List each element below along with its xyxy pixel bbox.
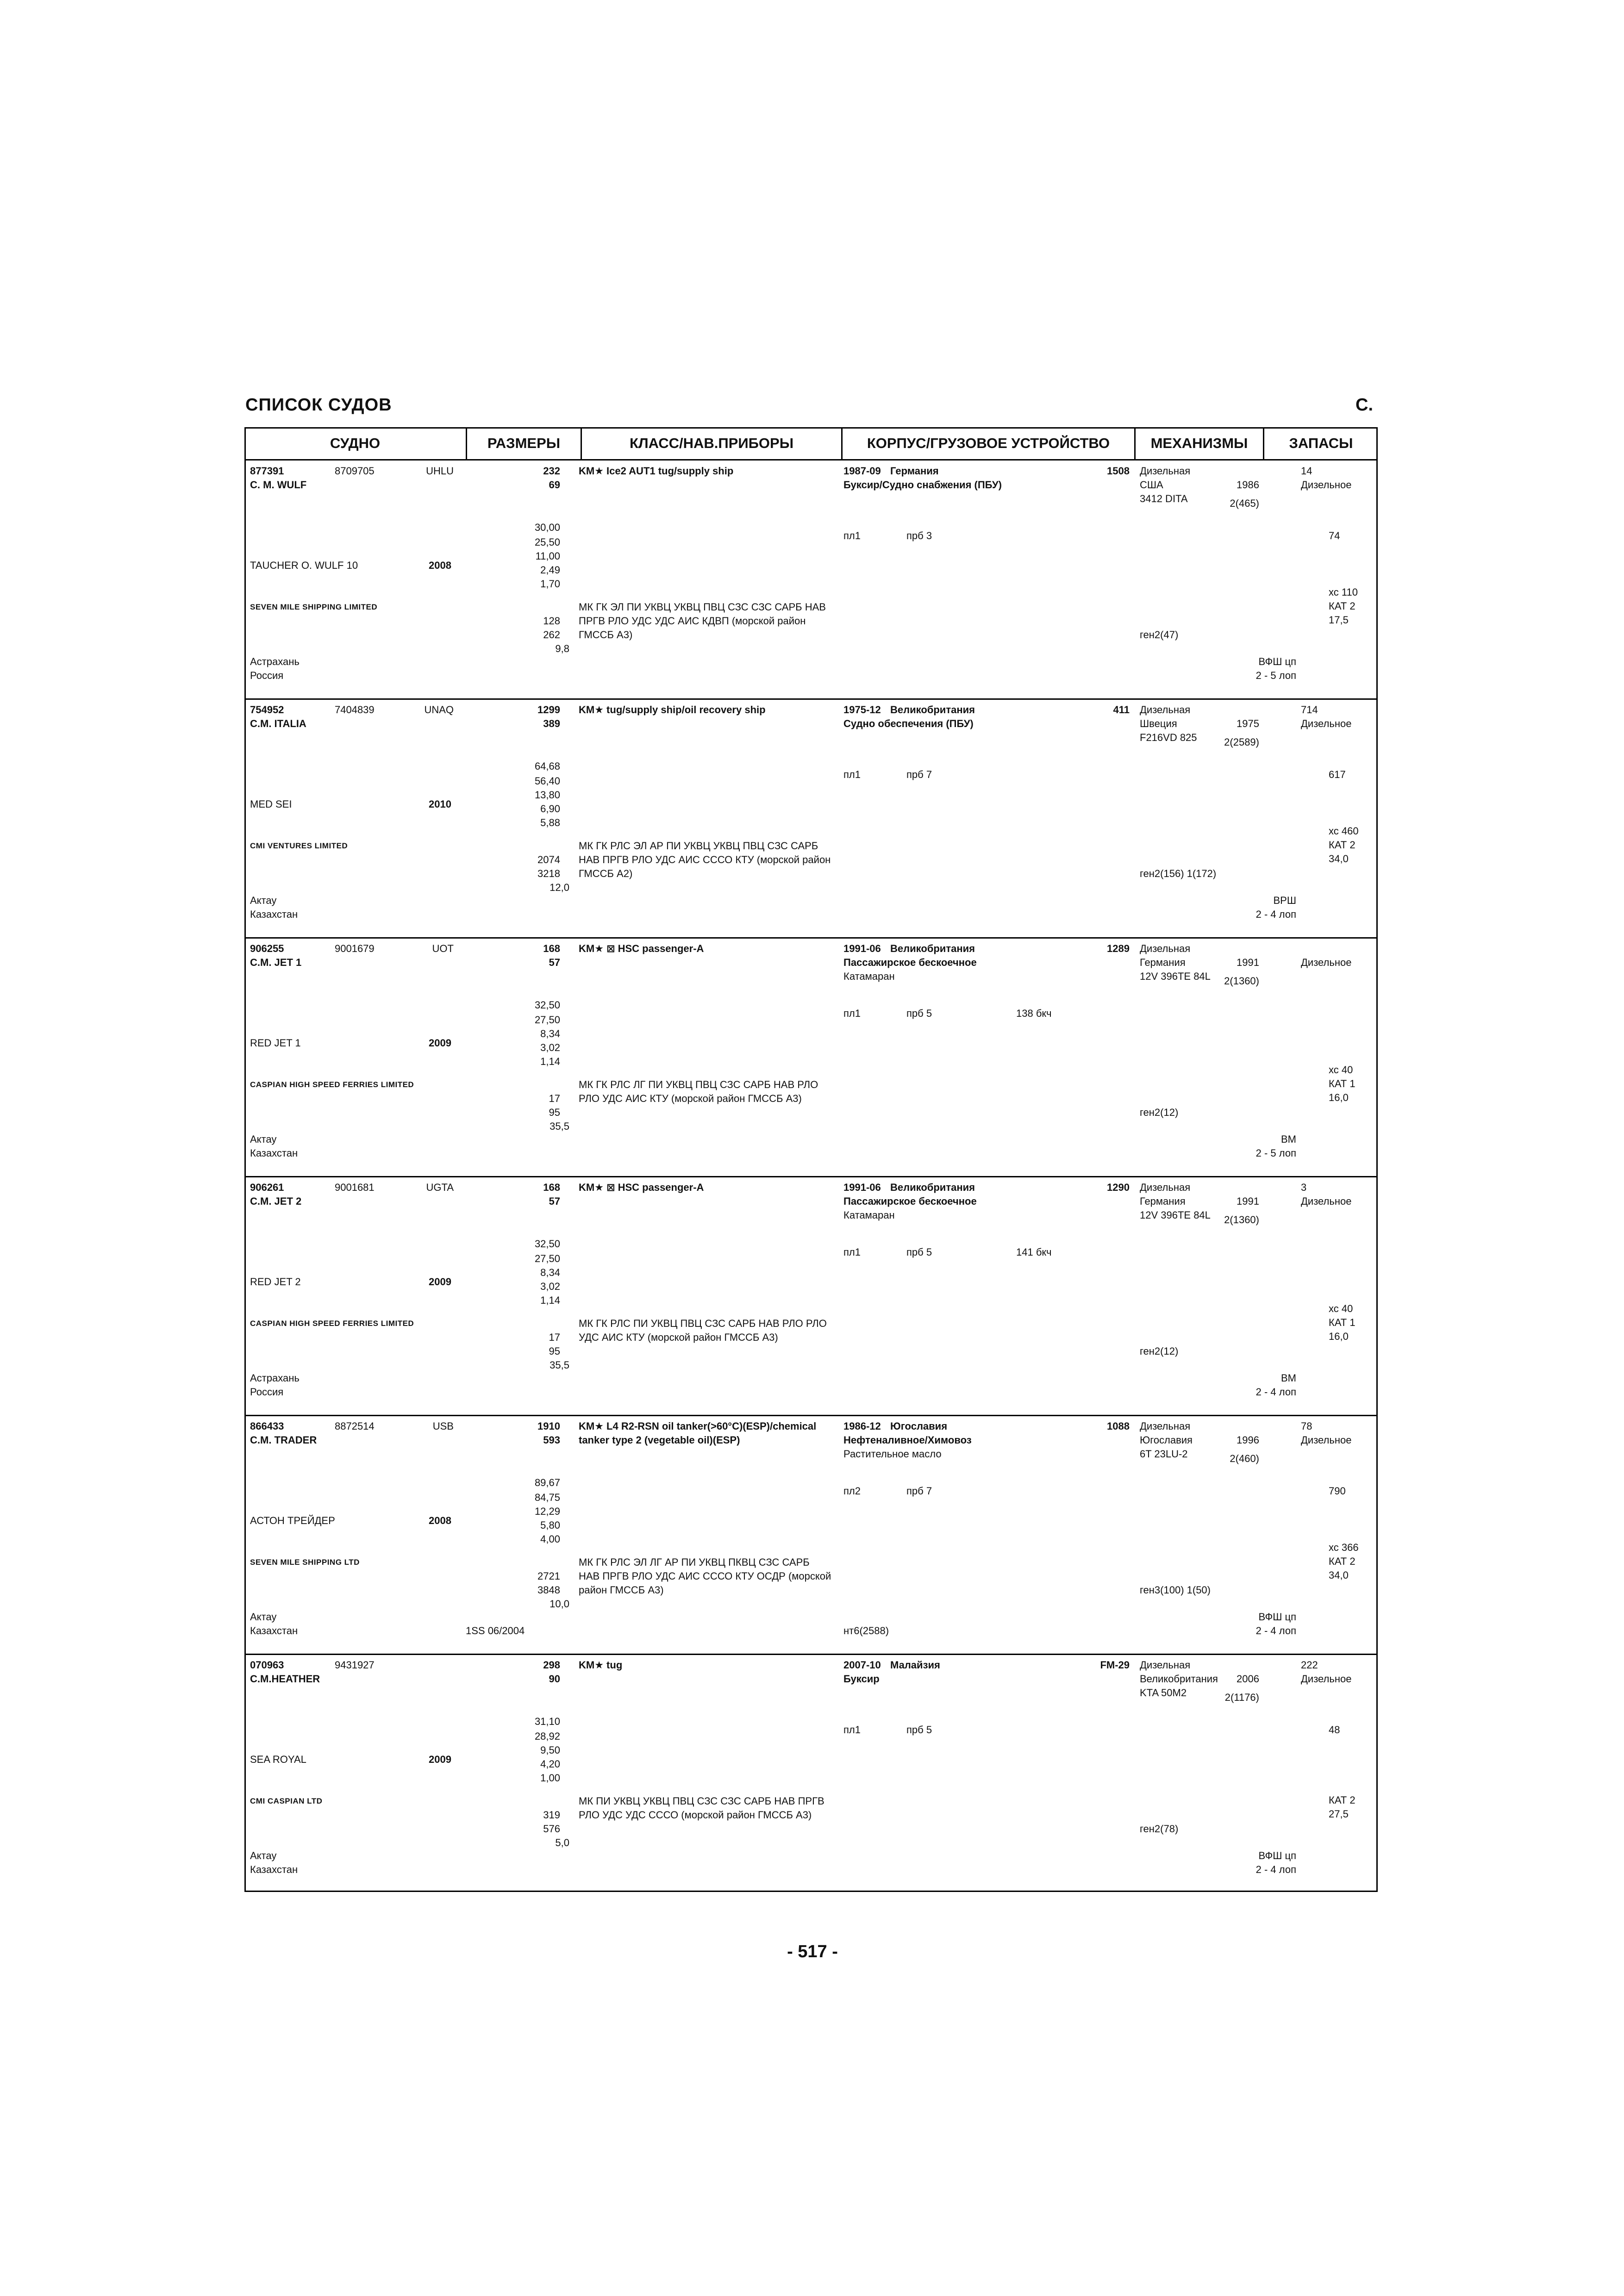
dimension-value: 1,14 — [540, 1294, 560, 1306]
engine-power: 2(2589) — [1224, 736, 1259, 748]
store-value: 48 — [1329, 1724, 1340, 1736]
build-date: 1975-12 — [843, 704, 881, 716]
call-sign: UHLU — [426, 465, 454, 477]
dimension-value: 3,02 — [540, 1042, 560, 1053]
owner-name: CMI VENTURES LIMITED — [250, 841, 348, 850]
class-notation: KM★ L4 R2-RSN oil tanker(>60°C)(ESP)/chemical tanker type 2 (vegetable oil)(ESP) — [579, 1420, 817, 1446]
record-divider — [244, 1176, 1378, 1177]
builder-country: Великобритания — [890, 704, 975, 716]
build-date: 2007-10 — [843, 1659, 881, 1671]
yard-number: 411 — [1113, 704, 1130, 716]
engine-year: 1991 — [1237, 1195, 1259, 1207]
gross-tonnage: 168 — [543, 1182, 560, 1193]
home-port: Актау — [250, 1611, 277, 1623]
engine-model: KTA 50M2 — [1140, 1687, 1187, 1699]
nav-equipment: МК ПИ УКВЦ УКВЦ ПВЦ СЗС СЗС САРБ НАВ ПРГВ РЛО УДС УДС СССО (морской район ГМССБ А3) — [579, 1795, 824, 1821]
engine-power: 2(1360) — [1224, 975, 1259, 987]
ship-name: C.M. JET 1 — [250, 957, 302, 968]
dimension-value: 13,80 — [534, 789, 560, 801]
dimension-value: 27,50 — [534, 1253, 560, 1264]
deadweight: 2074 — [537, 854, 560, 865]
record-divider — [244, 937, 1378, 939]
call-sign: UNAQ — [424, 704, 454, 716]
build-date: 1991-06 — [843, 1182, 881, 1193]
reg-number: 906261 — [250, 1182, 284, 1193]
dimension-value: 4,00 — [540, 1533, 560, 1545]
dimension-value: 1,70 — [540, 578, 560, 590]
net-tonnage: 90 — [549, 1673, 560, 1685]
speed: 12,0 — [550, 882, 569, 893]
displacement: 3218 — [537, 868, 560, 879]
passenger-capacity: 138 бкч — [1016, 1008, 1052, 1019]
generators: ген2(156) 1(172) — [1140, 868, 1217, 879]
hull-note: нт6(2588) — [843, 1625, 889, 1636]
store-value: 790 — [1329, 1485, 1346, 1497]
imo-number: 8872514 — [335, 1420, 375, 1432]
bulkhead-count: прб 5 — [906, 1246, 932, 1258]
engine-power: 2(465) — [1230, 498, 1259, 509]
ship-type: Буксир — [843, 1673, 880, 1685]
ship-type: Буксир/Судно снабжения (ПБУ) — [843, 479, 1002, 491]
flag-state: Россия — [250, 1386, 284, 1398]
engine-model: 12V 396TE 84L — [1140, 971, 1211, 982]
store-capacity: хс 40 — [1329, 1303, 1353, 1314]
gross-tonnage: 232 — [543, 465, 560, 477]
engine-model: 6T 23LU-2 — [1140, 1448, 1188, 1460]
engine-model: 3412 DITA — [1140, 493, 1188, 504]
yard-number: 1289 — [1107, 943, 1130, 954]
dimension-value: 1,00 — [540, 1772, 560, 1784]
store-capacity: хс 460 — [1329, 825, 1359, 837]
engine-country: Югославия — [1140, 1434, 1193, 1446]
header-class: КЛАСС/НАВ.ПРИБОРЫ — [629, 435, 794, 451]
bulkhead-count: прб 7 — [906, 769, 932, 780]
nav-equipment: МК ГК РЛС ЭЛ ЛГ АР ПИ УКВЦ ПКВЦ СЗС САРБ НАВ ПРГВ РЛО УДС АИС СССО КТУ ОСДР (морской район ГМССБ А3) — [579, 1556, 831, 1596]
builder-country: Великобритания — [890, 1182, 975, 1193]
store-category: КАТ 2 — [1329, 1794, 1355, 1806]
store-value: 222 — [1301, 1659, 1318, 1671]
engine-year: 1991 — [1237, 957, 1259, 968]
engine-year: 1975 — [1237, 718, 1259, 729]
deadweight: 128 — [543, 615, 560, 627]
store-value: 3 — [1301, 1182, 1307, 1193]
dimension-value: 8,34 — [540, 1028, 560, 1039]
record-divider — [244, 698, 1378, 700]
generators: ген2(12) — [1140, 1107, 1179, 1118]
engine-country: Великобритания — [1140, 1673, 1218, 1685]
dimension-value: 5,80 — [540, 1519, 560, 1531]
header-divider — [581, 427, 582, 460]
former-name: TAUCHER O. WULF 10 — [250, 560, 358, 571]
propulsion-type: ВМ — [1281, 1133, 1296, 1145]
store-value: 78 — [1301, 1420, 1312, 1432]
nav-equipment: МК ГК РЛС ЛГ ПИ УКВЦ ПВЦ СЗС САРБ НАВ РЛО РЛО УДС АИС КТУ (морской район ГМССБ А3) — [579, 1079, 818, 1104]
passenger-capacity: 141 бкч — [1016, 1246, 1052, 1258]
builder-country: Малайзия — [890, 1659, 940, 1671]
imo-number: 9001681 — [335, 1182, 375, 1193]
fuel-type: Дизельное — [1301, 1195, 1352, 1207]
dimension-value: 64,68 — [534, 760, 560, 772]
net-tonnage: 389 — [543, 718, 560, 729]
engine-type: Дизельная — [1140, 943, 1191, 954]
dimension-value: 6,90 — [540, 803, 560, 815]
owner-name: CASPIAN HIGH SPEED FERRIES LIMITED — [250, 1080, 414, 1089]
nav-equipment: МК ГК ЭЛ ПИ УКВЦ УКВЦ ПВЦ СЗС СЗС САРБ НАВ ПРГВ РЛО УДС УДС АИС КДВП (морской район ГМССБ А3) — [579, 601, 826, 641]
header-stores: ЗАПАСЫ — [1289, 435, 1353, 451]
ship-type: Судно обеспечения (ПБУ) — [843, 718, 974, 729]
engine-country: Швеция — [1140, 718, 1177, 729]
owner-name: CMI CASPIAN LTD — [250, 1797, 323, 1805]
build-date: 1986-12 — [843, 1420, 881, 1432]
flag-state: Казахстан — [250, 908, 298, 920]
generators: ген2(78) — [1140, 1823, 1179, 1835]
deck-count: пл2 — [843, 1485, 861, 1497]
record-divider — [244, 1654, 1378, 1655]
owner-name: SEVEN MILE SHIPPING LIMITED — [250, 603, 378, 611]
net-tonnage: 593 — [543, 1434, 560, 1446]
store-capacity: хс 366 — [1329, 1542, 1359, 1553]
home-port: Актау — [250, 895, 277, 906]
ship-type: Пассажирское бескоечное — [843, 1195, 977, 1207]
yard-number: 1508 — [1107, 465, 1130, 477]
speed: 35,5 — [550, 1359, 569, 1371]
dimension-value: 1,14 — [540, 1056, 560, 1067]
former-year: 2009 — [429, 1754, 451, 1765]
header-divider — [841, 427, 843, 460]
fuel-type: Дизельное — [1301, 718, 1352, 729]
former-year: 2008 — [429, 1515, 451, 1526]
bulkhead-count: прб 5 — [906, 1008, 932, 1019]
header-divider — [1263, 427, 1264, 460]
reg-number: 754952 — [250, 704, 284, 716]
store-value: 34,0 — [1329, 1569, 1349, 1581]
owner-name: CASPIAN HIGH SPEED FERRIES LIMITED — [250, 1319, 414, 1328]
store-value: 714 — [1301, 704, 1318, 716]
class-notation: KM★ ⊠ HSC passenger-A — [579, 1182, 704, 1193]
reg-number: 866433 — [250, 1420, 284, 1432]
store-value: 74 — [1329, 530, 1340, 541]
dimension-value: 30,00 — [534, 522, 560, 533]
reg-number: 906255 — [250, 943, 284, 954]
speed: 5,0 — [555, 1837, 569, 1848]
ship-subtype: Растительное масло — [843, 1448, 942, 1460]
store-category: КАТ 1 — [1329, 1078, 1355, 1089]
fuel-type: Дизельное — [1301, 1434, 1352, 1446]
engine-country: Германия — [1140, 957, 1186, 968]
engine-type: Дизельная — [1140, 465, 1191, 477]
dimension-value: 25,50 — [534, 536, 560, 548]
store-value: 617 — [1329, 769, 1346, 780]
deck-count: пл1 — [843, 1724, 861, 1736]
flag-state: Казахстан — [250, 1625, 298, 1636]
store-category: КАТ 2 — [1329, 600, 1355, 612]
yard-number: FM-29 — [1100, 1659, 1130, 1671]
call-sign: USB — [432, 1420, 454, 1432]
page-number: - 517 - — [787, 1942, 838, 1961]
builder-country: Германия — [890, 465, 939, 477]
store-capacity: хс 110 — [1329, 586, 1358, 598]
engine-country: Германия — [1140, 1195, 1186, 1207]
propulsion-type: ВФШ цп — [1258, 1850, 1296, 1861]
deck-count: пл1 — [843, 530, 861, 541]
section-letter: С. — [1355, 395, 1373, 415]
gross-tonnage: 1910 — [537, 1420, 560, 1432]
header-ship: СУДНО — [330, 435, 381, 451]
store-category: КАТ 2 — [1329, 1556, 1355, 1567]
dimension-value: 2,49 — [540, 564, 560, 576]
propellers: 2 - 5 лоп — [1255, 670, 1296, 681]
propellers: 2 - 4 лоп — [1255, 908, 1296, 920]
flag-state: Казахстан — [250, 1147, 298, 1159]
displacement: 3848 — [537, 1584, 560, 1596]
propulsion-type: ВФШ цп — [1258, 1611, 1296, 1623]
store-category: КАТ 1 — [1329, 1317, 1355, 1328]
ship-subtype: Катамаран — [843, 971, 895, 982]
engine-model: F216VD 825 — [1140, 732, 1197, 743]
dimension-value: 32,50 — [534, 1238, 560, 1250]
gross-tonnage: 168 — [543, 943, 560, 954]
bulkhead-count: прб 7 — [906, 1485, 932, 1497]
propulsion-type: ВРШ — [1273, 895, 1296, 906]
header-divider — [466, 427, 467, 460]
deadweight: 17 — [549, 1332, 560, 1343]
speed: 9,8 — [555, 643, 569, 654]
displacement: 95 — [549, 1107, 560, 1118]
imo-number: 8709705 — [335, 465, 375, 477]
class-notation: KM★ tug/supply ship/oil recovery ship — [579, 704, 766, 716]
class-notation: KM★ tug — [579, 1659, 623, 1671]
former-name: MED SEI — [250, 798, 292, 810]
nav-equipment: МК ГК РЛС ЭЛ АР ПИ УКВЦ УКВЦ ПВЦ СЗС САРБ НАВ ПРГВ РЛО УДС АИС СССО КТУ (морской район ГМССБ А2) — [579, 840, 831, 879]
generators: ген2(47) — [1140, 629, 1179, 641]
engine-power: 2(1176) — [1224, 1692, 1259, 1703]
build-date: 1987-09 — [843, 465, 881, 477]
former-year: 2009 — [429, 1037, 451, 1049]
home-port: Астрахань — [250, 656, 300, 667]
imo-number: 9431927 — [335, 1659, 375, 1671]
fuel-type: Дизельное — [1301, 957, 1352, 968]
store-value: 14 — [1301, 465, 1312, 477]
imo-number: 7404839 — [335, 704, 375, 716]
generators: ген3(100) 1(50) — [1140, 1584, 1211, 1596]
store-value: 16,0 — [1329, 1331, 1349, 1342]
deadweight: 17 — [549, 1093, 560, 1104]
ship-name: C.M. ITALIA — [250, 718, 306, 729]
dimension-value: 32,50 — [534, 999, 560, 1011]
header-hull: КОРПУС/ГРУЗОВОЕ УСТРОЙСТВО — [867, 435, 1110, 451]
nav-equipment: МК ГК РЛС ПИ УКВЦ ПВЦ СЗС САРБ НАВ РЛО РЛО УДС АИС КТУ (морской район ГМССБ А3) — [579, 1318, 827, 1343]
propulsion-type: ВФШ цп — [1258, 656, 1296, 667]
reg-number: 070963 — [250, 1659, 284, 1671]
ship-name: C.M. JET 2 — [250, 1195, 302, 1207]
propulsion-type: ВМ — [1281, 1372, 1296, 1384]
engine-power: 2(460) — [1230, 1453, 1259, 1464]
header-engines: МЕХАНИЗМЫ — [1150, 435, 1248, 451]
net-tonnage: 57 — [549, 1195, 560, 1207]
dimension-value: 4,20 — [540, 1758, 560, 1770]
yard-number: 1290 — [1107, 1182, 1130, 1193]
engine-year: 1996 — [1237, 1434, 1259, 1446]
displacement: 576 — [543, 1823, 560, 1835]
home-port: Актау — [250, 1850, 277, 1861]
store-value: 17,5 — [1329, 614, 1349, 626]
store-capacity: хс 40 — [1329, 1064, 1353, 1076]
dimension-value: 28,92 — [534, 1730, 560, 1742]
call-sign: UOT — [432, 943, 454, 954]
dimension-value: 89,67 — [534, 1477, 560, 1488]
dimension-value: 3,02 — [540, 1281, 560, 1292]
register-note: 1SS 06/2004 — [466, 1625, 525, 1636]
net-tonnage: 57 — [549, 957, 560, 968]
home-port: Актау — [250, 1133, 277, 1145]
home-port: Астрахань — [250, 1372, 300, 1384]
gross-tonnage: 1299 — [537, 704, 560, 716]
ship-name: C.M.HEATHER — [250, 1673, 320, 1685]
generators: ген2(12) — [1140, 1345, 1179, 1357]
displacement: 262 — [543, 629, 560, 641]
deadweight: 319 — [543, 1809, 560, 1821]
former-year: 2008 — [429, 560, 451, 571]
dimension-value: 9,50 — [540, 1744, 560, 1756]
dimension-value: 84,75 — [534, 1492, 560, 1503]
ship-name: C.M. TRADER — [250, 1434, 317, 1446]
ship-subtype: Катамаран — [843, 1209, 895, 1221]
flag-state: Казахстан — [250, 1864, 298, 1875]
store-value: 27,5 — [1329, 1808, 1349, 1820]
engine-type: Дизельная — [1140, 704, 1191, 716]
engine-type: Дизельная — [1140, 1659, 1191, 1671]
owner-name: SEVEN MILE SHIPPING LTD — [250, 1558, 360, 1567]
engine-year: 1986 — [1237, 479, 1259, 491]
ship-name: C. M. WULF — [250, 479, 307, 491]
yard-number: 1088 — [1107, 1420, 1130, 1432]
speed: 10,0 — [550, 1598, 569, 1610]
former-year: 2010 — [429, 798, 451, 810]
dimension-value: 31,10 — [534, 1716, 560, 1727]
propellers: 2 - 4 лоп — [1255, 1625, 1296, 1636]
fuel-type: Дизельное — [1301, 479, 1352, 491]
former-name: SEA ROYAL — [250, 1754, 306, 1765]
record-divider — [244, 1415, 1378, 1416]
engine-country: США — [1140, 479, 1163, 491]
header-divider — [1134, 427, 1136, 460]
call-sign: UGTA — [426, 1182, 454, 1193]
net-tonnage: 69 — [549, 479, 560, 491]
deadweight: 2721 — [537, 1570, 560, 1582]
propellers: 2 - 4 лоп — [1255, 1864, 1296, 1875]
imo-number: 9001679 — [335, 943, 375, 954]
former-name: АСТОН ТРЕЙДЕР — [250, 1515, 335, 1526]
deck-count: пл1 — [843, 1008, 861, 1019]
dimension-value: 27,50 — [534, 1014, 560, 1026]
bulkhead-count: прб 3 — [906, 530, 932, 541]
reg-number: 877391 — [250, 465, 284, 477]
propellers: 2 - 4 лоп — [1255, 1386, 1296, 1398]
former-name: RED JET 2 — [250, 1276, 301, 1288]
bulkhead-count: прб 5 — [906, 1724, 932, 1736]
fuel-type: Дизельное — [1301, 1673, 1352, 1685]
engine-type: Дизельная — [1140, 1182, 1191, 1193]
ship-type: Нефтеналивное/Химовоз — [843, 1434, 972, 1446]
store-category: КАТ 2 — [1329, 839, 1355, 851]
builder-country: Югославия — [890, 1420, 948, 1432]
ship-type: Пассажирское бескоечное — [843, 957, 977, 968]
table-header — [244, 427, 1378, 460]
builder-country: Великобритания — [890, 943, 975, 954]
header-dims: РАЗМЕРЫ — [487, 435, 561, 451]
displacement: 95 — [549, 1345, 560, 1357]
store-value: 34,0 — [1329, 853, 1349, 865]
class-notation: KM★ Ice2 AUT1 tug/supply ship — [579, 465, 734, 477]
build-date: 1991-06 — [843, 943, 881, 954]
engine-model: 12V 396TE 84L — [1140, 1209, 1211, 1221]
flag-state: Россия — [250, 670, 284, 681]
dimension-value: 5,88 — [540, 817, 560, 828]
gross-tonnage: 298 — [543, 1659, 560, 1671]
dimension-value: 56,40 — [534, 775, 560, 787]
page-title: СПИСОК СУДОВ — [245, 395, 392, 415]
propellers: 2 - 5 лоп — [1255, 1147, 1296, 1159]
engine-type: Дизельная — [1140, 1420, 1191, 1432]
engine-year: 2006 — [1237, 1673, 1259, 1685]
class-notation: KM★ ⊠ HSC passenger-A — [579, 943, 704, 954]
engine-power: 2(1360) — [1224, 1214, 1259, 1226]
store-value: 16,0 — [1329, 1092, 1349, 1103]
dimension-value: 11,00 — [535, 550, 560, 562]
speed: 35,5 — [550, 1120, 569, 1132]
dimension-value: 12,29 — [534, 1506, 560, 1517]
deck-count: пл1 — [843, 1246, 861, 1258]
former-year: 2009 — [429, 1276, 451, 1288]
dimension-value: 8,34 — [540, 1267, 560, 1278]
deck-count: пл1 — [843, 769, 861, 780]
former-name: RED JET 1 — [250, 1037, 301, 1049]
